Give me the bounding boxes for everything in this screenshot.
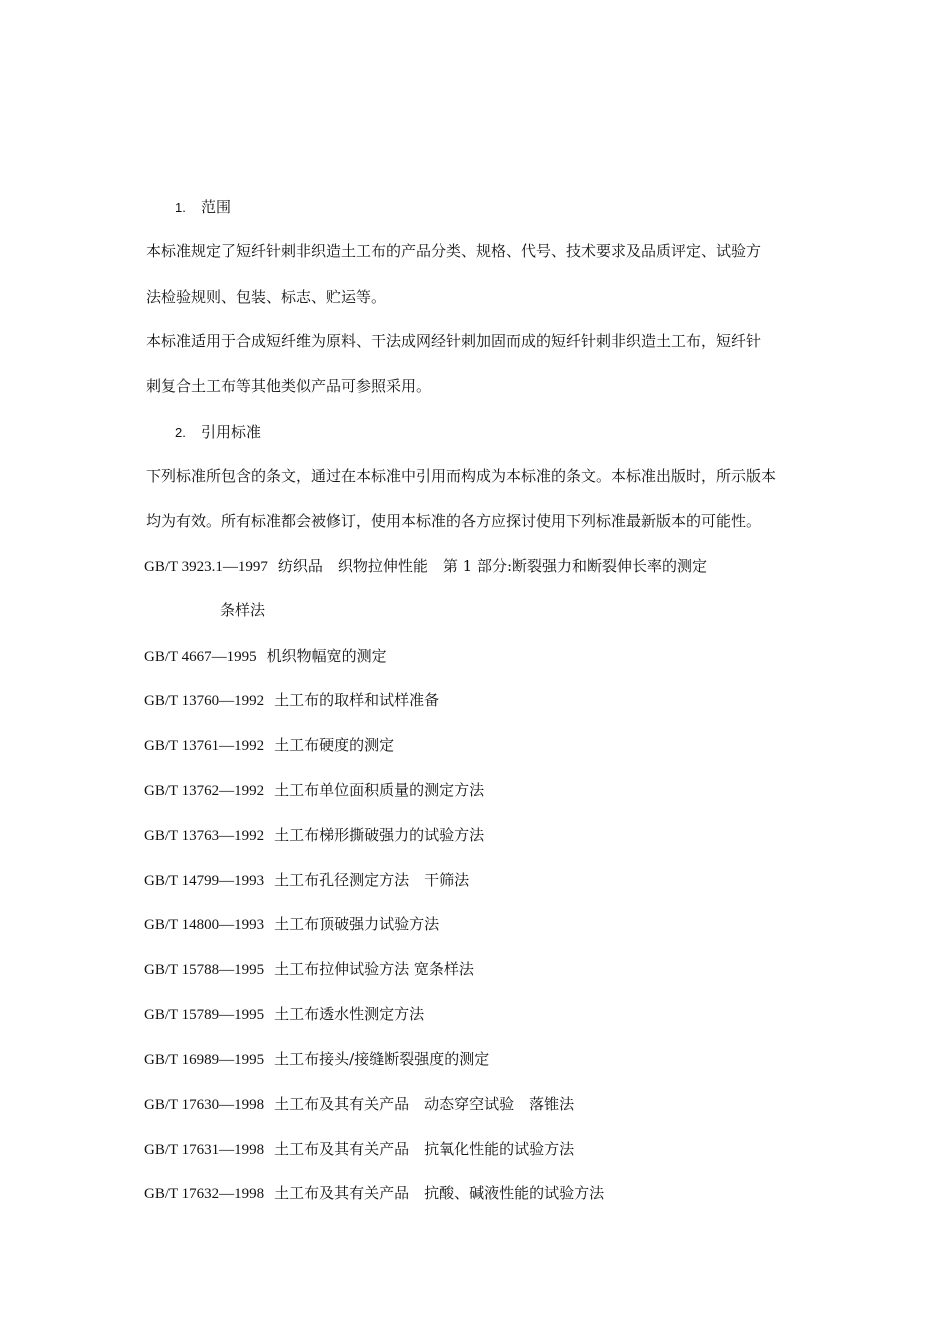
reference-code: GB/T 17631—1998 [144, 1142, 265, 1158]
reference-title: 土工布透水性测定方法 [274, 1005, 425, 1023]
reference-code: GB/T 13760—1992 [144, 693, 265, 709]
section-1-number: 1. [175, 200, 186, 215]
reference-title: 纺织品 织物拉伸性能 第 1 部分:断裂强力和断裂伸长率的测定 [277, 557, 708, 575]
section-1-paragraph: 法检验规则、包装、标志、贮运等。 [146, 288, 387, 306]
reference-title: 土工布孔径测定方法 干筛法 [274, 871, 470, 889]
reference-item [144, 780, 484, 801]
reference-code: GB/T 17630—1998 [144, 1097, 265, 1113]
section-1-title: 范围 [201, 198, 232, 216]
reference-item [144, 1139, 574, 1160]
reference-code: GB/T 16989—1995 [144, 1052, 265, 1068]
reference-code: GB/T 17632—1998 [144, 1186, 265, 1202]
reference-title: 机织物幅宽的测定 [266, 647, 387, 665]
reference-title: 土工布及其有关产品 抗酸、碱液性能的试验方法 [274, 1184, 605, 1202]
section-2-paragraph: 下列标准所包含的条文，通过在本标准中引用而构成为本标准的条文。本标准出版时，所示版本 [146, 467, 777, 485]
reference-title: 土工布及其有关产品 抗氧化性能的试验方法 [274, 1140, 575, 1158]
reference-code: GB/T 13762—1992 [144, 783, 265, 799]
reference-code: GB/T 14800—1993 [144, 917, 265, 933]
reference-item [144, 1183, 604, 1204]
reference-code: GB/T 15789—1995 [144, 1007, 265, 1023]
section-1-paragraph: 刺复合土工布等其他类似产品可参照采用。 [146, 377, 432, 395]
section-1-heading [175, 197, 231, 218]
reference-title: 土工布拉伸试验方法 宽条样法 [274, 960, 474, 978]
reference-item [144, 1094, 574, 1115]
reference-code: GB/T 4667—1995 [144, 649, 257, 665]
reference-title: 土工布硬度的测定 [274, 736, 395, 754]
section-1-paragraph: 本标准规定了短纤针刺非织造土工布的产品分类、规格、代号、技术要求及品质评定、试验方 [146, 242, 762, 260]
reference-item [144, 1049, 489, 1070]
reference-item [144, 825, 484, 846]
reference-title: 土工布及其有关产品 动态穿空试验 落锥法 [274, 1095, 575, 1113]
reference-item [144, 959, 474, 980]
reference-code: GB/T 13761—1992 [144, 738, 265, 754]
reference-item [144, 646, 387, 667]
section-2-heading [175, 422, 261, 443]
reference-code: GB/T 15788—1995 [144, 962, 265, 978]
reference-item [144, 1004, 424, 1025]
reference-item [144, 870, 469, 891]
section-2-paragraph: 均为有效。所有标准都会被修订，使用本标准的各方应探讨使用下列标准最新版本的可能性。 [146, 512, 762, 530]
reference-code: GB/T 14799—1993 [144, 873, 265, 889]
section-1-paragraph: 本标准适用于合成短纤维为原料、干法成网经针刺加固而成的短纤针刺非织造土工布，短纤针 [146, 332, 762, 350]
reference-title: 土工布的取样和试样准备 [274, 691, 440, 709]
reference-code: GB/T 13763—1992 [144, 828, 265, 844]
reference-title: 土工布梯形撕破强力的试验方法 [274, 826, 485, 844]
reference-continuation: 条样法 [220, 601, 266, 619]
reference-item [144, 914, 439, 935]
reference-title: 土工布接头/接缝断裂强度的测定 [274, 1050, 490, 1068]
section-2-title: 引用标准 [201, 423, 262, 441]
reference-item [144, 690, 439, 711]
reference-code: GB/T 3923.1—1997 [144, 559, 268, 575]
reference-item [144, 556, 707, 577]
section-2-number: 2. [175, 425, 186, 440]
reference-title: 土工布顶破强力试验方法 [274, 915, 440, 933]
reference-item [144, 735, 394, 756]
reference-title: 土工布单位面积质量的测定方法 [274, 781, 485, 799]
